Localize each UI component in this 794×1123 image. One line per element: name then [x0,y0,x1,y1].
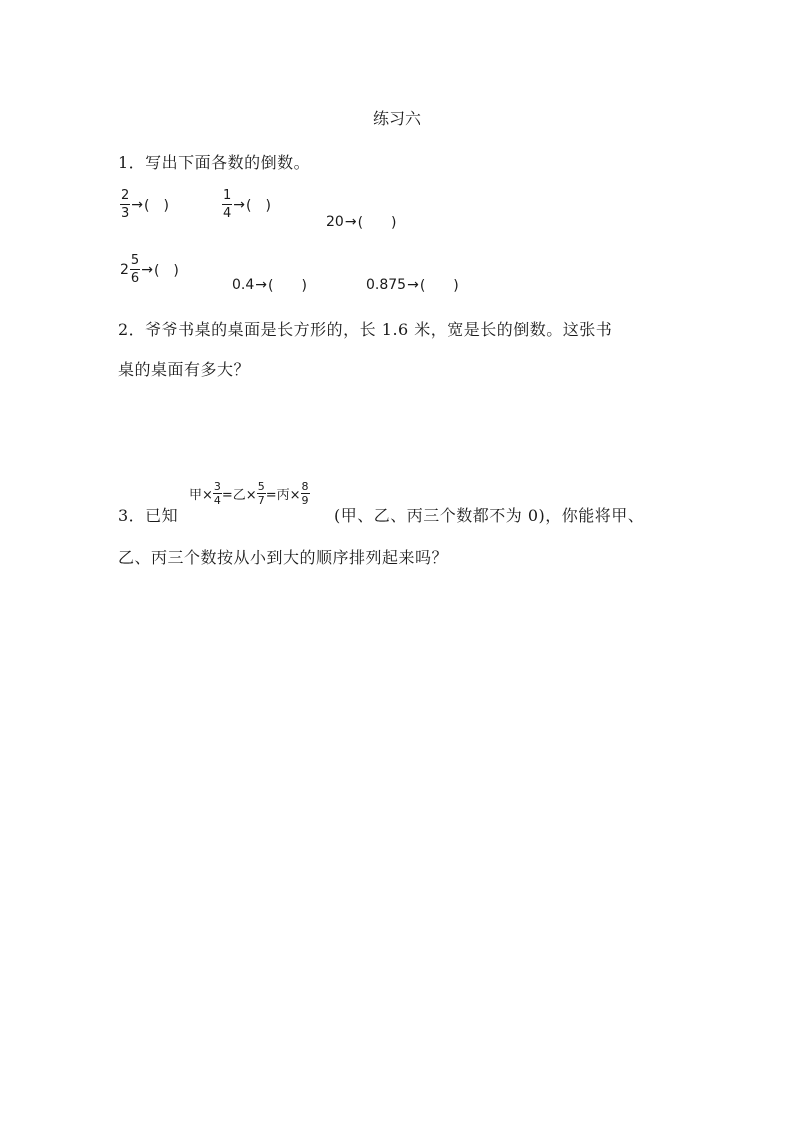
numerator: 8 [301,480,309,493]
fraction [222,188,232,221]
number-value: 0.875 [366,277,407,293]
question-3-prefix: 3．已知 [118,506,179,525]
fraction [213,480,222,507]
q1-item-1 [120,188,169,221]
answer-blank: ( ) [153,262,179,279]
denominator: 3 [121,206,130,221]
whole-number: 2 [120,261,129,278]
denominator: 9 [301,494,309,507]
arrow-icon: → [344,214,357,230]
numerator: 3 [213,480,221,493]
fraction [257,480,266,507]
arrow-icon: → [131,196,144,213]
fraction [120,188,130,221]
q1-item-5 [232,275,307,295]
arrow-icon: → [233,196,246,213]
numerator: 5 [257,480,265,493]
numerator: 5 [130,253,140,268]
answer-blank: ( ) [419,278,459,294]
question-1-text: 1．写出下面各数的倒数。 [118,153,311,172]
fraction [301,480,310,507]
denominator: 7 [257,494,265,507]
question-2-line-1: 2．爷爷书桌的桌面是长方形的，长 1.6 米，宽是长的倒数。这张书 [118,320,613,339]
page-title: 练习六 [372,109,421,128]
answer-blank: ( ) [246,197,271,214]
q1-item-2 [222,188,271,221]
question-3-suffix: (甲、乙、丙三个数都不为 0)，你能将甲、 [334,506,645,525]
question-3-line-2: 乙、丙三个数按从小到大的顺序排列起来吗？ [118,548,449,567]
equation-term-a: 甲× [189,488,213,503]
arrow-icon: → [141,261,153,278]
denominator: 6 [130,271,140,286]
question-2-line-2: 桌的桌面有多大？ [118,360,251,379]
q1-item-3 [326,212,397,232]
number-value: 20 [326,214,344,230]
denominator: 4 [223,206,232,221]
answer-blank: ( ) [357,215,397,231]
answer-blank: ( ) [144,197,169,214]
q1-item-6 [366,275,459,295]
denominator: 4 [213,494,221,507]
number-value: 0.4 [232,277,255,293]
fraction [130,253,140,286]
answer-blank: ( ) [268,278,307,294]
arrow-icon: → [407,277,419,293]
numerator: 1 [223,188,232,203]
equation-term-b: =乙× [221,488,257,503]
numerator: 2 [121,188,130,203]
arrow-icon: → [255,277,267,293]
equation [189,480,310,507]
equation-term-c: =丙× [265,488,301,503]
q1-item-4 [120,253,179,286]
